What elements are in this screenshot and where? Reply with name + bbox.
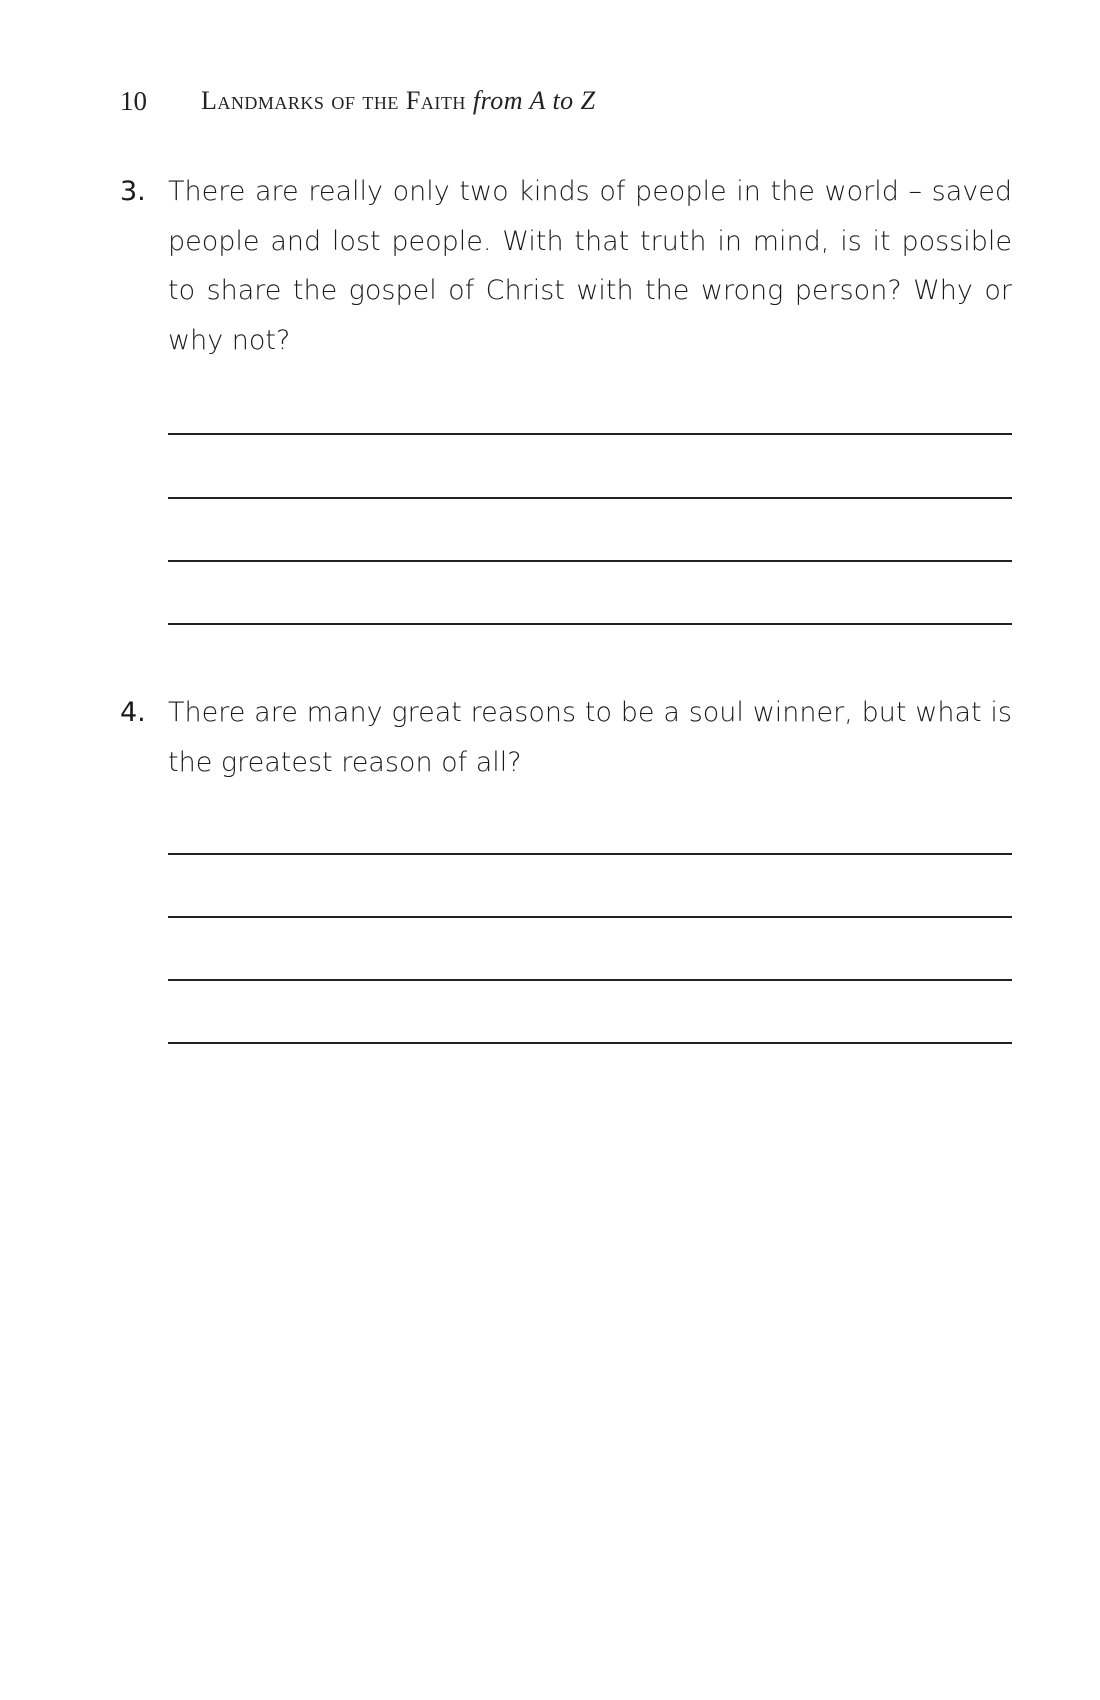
answer-line[interactable]: [168, 433, 1012, 435]
answer-line[interactable]: [168, 916, 1012, 918]
answer-line[interactable]: [168, 497, 1012, 499]
answer-line[interactable]: [168, 623, 1012, 625]
book-title: [201, 86, 596, 116]
answer-line[interactable]: [168, 853, 1012, 855]
book-title-italic: from A to Z: [472, 86, 596, 115]
page-number: 10: [120, 86, 147, 116]
answer-line[interactable]: [168, 560, 1012, 562]
question-text: There are really only two kinds of people in the world – saved people and lost people. With that truth in mind, is it possible to share the gospel of Christ with the wrong person? Why or why not?: [168, 176, 1012, 356]
question-text: There are many great reasons to be a soul winner, but what is the greatest reason of all?: [168, 697, 1012, 778]
question-number: 4.: [120, 697, 146, 728]
book-title-main: Landmarks of the Faith: [201, 86, 466, 115]
question-number: 3.: [120, 176, 146, 207]
answer-line[interactable]: [168, 979, 1012, 981]
answer-line[interactable]: [168, 1042, 1012, 1044]
running-head: [120, 86, 596, 117]
